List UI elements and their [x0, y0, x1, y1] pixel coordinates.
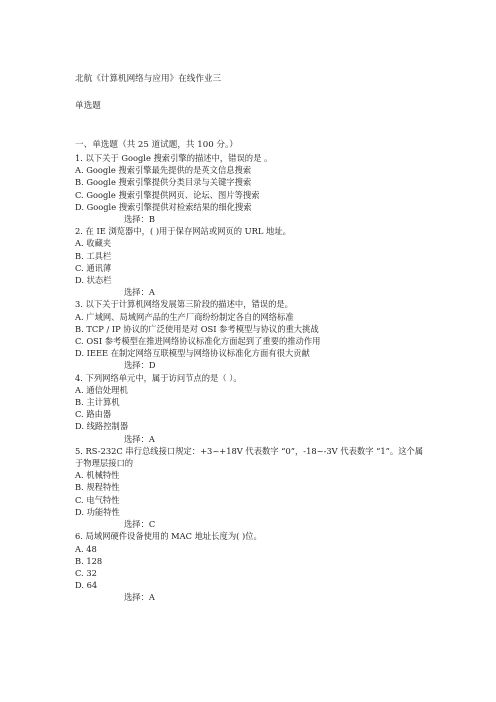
option-a: A. 机械特性	[75, 470, 120, 481]
option-c: C. 路由器	[75, 409, 112, 420]
option-a: A. 收藏夹	[75, 238, 112, 249]
answer-line: 选择：B	[124, 214, 155, 225]
option-c: C. Google 搜索引擎提供网页、论坛、图片等搜索	[75, 189, 260, 200]
question-6	[75, 530, 430, 603]
answer-line: 选择：A	[124, 592, 155, 603]
option-d: D. 状态栏	[75, 275, 112, 286]
question-stem: 3. 以下关于计算机网络发展第三阶段的描述中，错误的是。	[75, 299, 293, 310]
option-d: D. 线路控制器	[75, 421, 129, 432]
question-stem: 1. 以下关于 Google 搜索引擎的描述中，错误的是 。	[75, 153, 273, 163]
question-1	[75, 152, 430, 225]
option-a: A. 通信处理机	[75, 384, 128, 395]
option-b: B. 工具栏	[75, 250, 112, 261]
option-a: A. 48	[75, 543, 97, 554]
question-stem: 2. 在 IE 浏览器中，( )用于保存网站或网页的 URL 地址。	[75, 226, 291, 237]
option-d: D. 功能特性	[75, 506, 120, 517]
question-4	[75, 372, 430, 445]
question-stem: 6. 局域网硬件设备使用的 MAC 地址长度为( )位。	[75, 531, 262, 542]
answer-line: 选择：C	[124, 519, 156, 530]
answer-line: 选择：A	[124, 287, 155, 298]
question-3	[75, 298, 430, 371]
question-stem: 5. RS-232C 串行总线接口规定：+3~+18V 代表数字 “0”，-18~-3V 代表数字 “1”。这个属于物理层接口的	[75, 445, 424, 469]
option-c: C. 32	[75, 567, 97, 578]
question-2	[75, 225, 430, 298]
part-header: 一、单选题（共 25 道试题，共 100 分。）	[75, 140, 238, 150]
question-list	[75, 152, 430, 604]
answer-line: 选择：A	[124, 433, 155, 444]
option-a: A. Google 搜索引擎最先提供的是英文信息搜索	[75, 165, 252, 176]
question-5	[75, 445, 430, 530]
answer-line: 选择：D	[124, 360, 156, 371]
option-b: B. 主计算机	[75, 397, 120, 408]
option-b: B. TCP / IP 协议的广泛使用是对 OSI 参考模型与协议的重大挑战	[75, 323, 319, 334]
option-c: C. 电气特性	[75, 494, 120, 505]
option-b: B. 规程特性	[75, 482, 120, 493]
section-label: 单选题	[75, 101, 101, 111]
option-d: D. Google 搜索引擎提供对检索结果的细化搜索	[75, 201, 252, 212]
option-c: C. 通讯薄	[75, 262, 112, 273]
option-d: D. IEEE 在制定网络互联模型与网络协议标准化方面有很大贡献	[75, 348, 310, 359]
option-a: A. 广域网、局域网产品的生产厂商纷纷制定各自的网络标准	[75, 311, 294, 322]
option-b: B. 128	[75, 555, 103, 566]
option-d: D. 64	[75, 580, 98, 591]
option-b: B. Google 搜索引擎提供分类目录与关键字搜索	[75, 177, 252, 188]
question-stem: 4. 下列网络单元中，属于访问节点的是（ ）。	[75, 372, 242, 383]
document-title: 北航《计算机网络与应用》在线作业三	[75, 74, 222, 84]
option-c: C. OSI 参考模型在推进网络协议标准化方面起到了重要的推动作用	[75, 336, 321, 347]
